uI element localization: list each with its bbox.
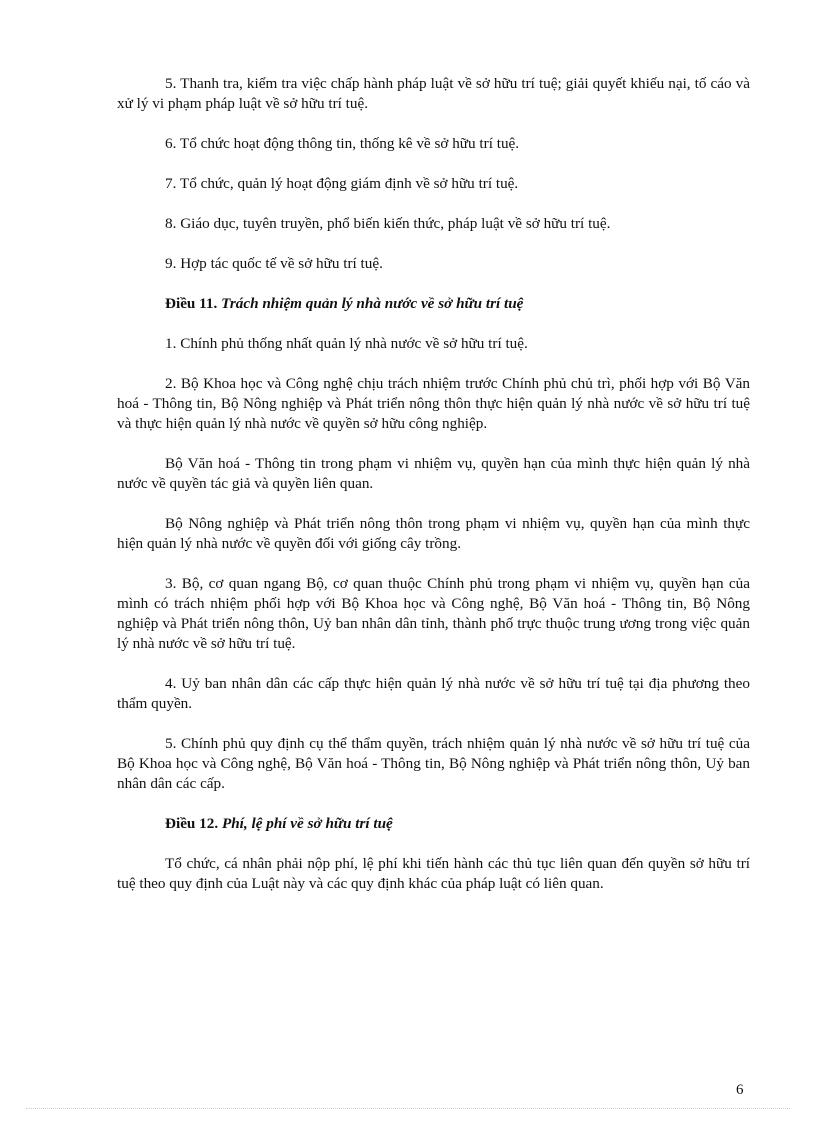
article-11-clause-2-agriculture: Bộ Nông nghiệp và Phát triển nông thôn trong phạm vi nhiệm vụ, quyền hạn của mình thực hiện quản lý nhà nước về quyền đối với giống cây trồng. [117,515,750,552]
article-11-label: Điều 11. [165,295,218,312]
article-11-clause-2-culture: Bộ Văn hoá - Thông tin trong phạm vi nhiệm vụ, quyền hạn của mình thực hiện quản lý nhà nước về quyền tác giả và quyền liên quan. [117,455,750,492]
clause-8-education: 8. Giáo dục, tuyên truyền, phổ biến kiến thức, pháp luật về sở hữu trí tuệ. [165,215,611,232]
article-11-title: Trách nhiệm quản lý nhà nước về sở hữu trí tuệ [221,295,524,312]
article-12-body: Tổ chức, cá nhân phải nộp phí, lệ phí khi tiến hành các thủ tục liên quan đến quyền sở hữu trí tuệ theo quy định của Luật này và các quy định khác của pháp luật có liên quan. [117,855,750,892]
article-11-heading [117,294,750,314]
article-12-label: Điều 12. [165,815,219,832]
article-12-title: Phí, lệ phí về sở hữu trí tuệ [221,815,393,832]
article-11-clause-4: 4. Uỷ ban nhân dân các cấp thực hiện quản lý nhà nước về sở hữu trí tuệ tại địa phương theo thẩm quyền. [117,675,750,712]
article-11-clause-2: 2. Bộ Khoa học và Công nghệ chịu trách nhiệm trước Chính phủ chủ trì, phối hợp với Bộ Văn hoá - Thông tin, Bộ Nông nghiệp và Phát triển nông thôn thực hiện quản lý nhà nước về sở hữu trí tuệ và thực hiện quản lý nhà nước về quyền sở hữu công nghiệp. [117,375,750,432]
clause-9-cooperation: 9. Hợp tác quốc tế về sở hữu trí tuệ. [165,255,383,272]
page-number: 6 [736,1082,744,1098]
page-content [117,74,750,914]
clause-7-assessment: 7. Tổ chức, quản lý hoạt động giám định về sở hữu trí tuệ. [165,175,519,192]
article-11-clause-1: 1. Chính phủ thống nhất quản lý nhà nước về sở hữu trí tuệ. [165,335,528,352]
clause-6-information: 6. Tổ chức hoạt động thông tin, thống kê về sở hữu trí tuệ. [165,135,520,152]
article-12-heading [117,814,750,834]
article-11-clause-3: 3. Bộ, cơ quan ngang Bộ, cơ quan thuộc Chính phủ trong phạm vi nhiệm vụ, quyền hạn của mình có trách nhiệm phối hợp với Bộ Khoa học và Công nghệ, Bộ Văn hoá - Thông tin, Bộ Nông nghiệp và Phát triển nông thôn, Uỷ ban nhân dân tỉnh, thành phố trực thuộc trung ương trong việc quản lý nhà nước về sở hữu trí tuệ. [117,575,750,652]
page-bottom-divider [26,1108,790,1109]
article-11-clause-5: 5. Chính phủ quy định cụ thể thẩm quyền, trách nhiệm quản lý nhà nước về sở hữu trí tuệ của Bộ Khoa học và Công nghệ, Bộ Văn hoá - Thông tin, Bộ Nông nghiệp và Phát triển nông thôn, Uỷ ban nhân dân các cấp. [117,735,750,792]
clause-5-inspection: 5. Thanh tra, kiểm tra việc chấp hành pháp luật về sở hữu trí tuệ; giải quyết khiếu nại, tố cáo và xử lý vi phạm pháp luật về sở hữu trí tuệ. [117,75,750,112]
